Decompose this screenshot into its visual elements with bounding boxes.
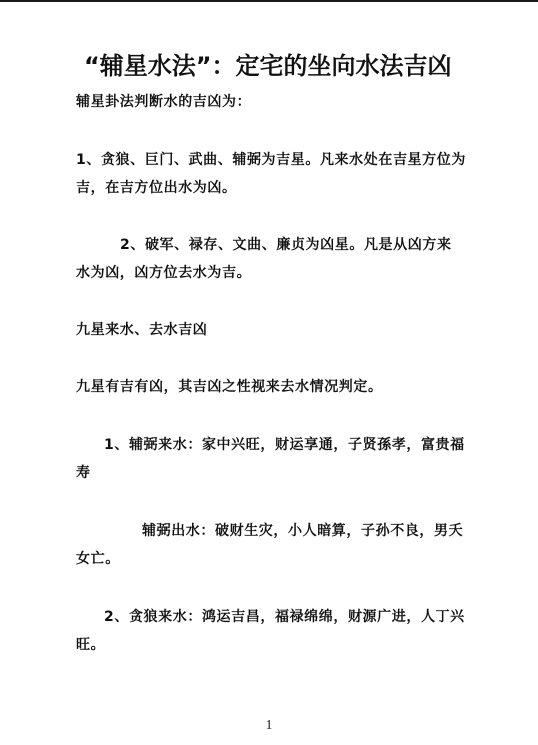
paragraph-section-heading: 九星来水、去水吉凶 — [76, 322, 208, 338]
page-number: 1 — [265, 718, 273, 733]
paragraph-auspicious-stars: 1、贪狼、巨门、武曲、辅弼为吉星。凡来水处在吉星方位为吉，在吉方位出水为凶。 — [76, 152, 466, 196]
document-title: “辅星水法”：定宅的坐向水法吉凶 — [84, 52, 452, 80]
paragraph-fubi-outgoing: 辅弼出水：破财生灾，小人暗算，子孙不良，男夭女亡。 — [76, 523, 464, 567]
paragraph-tanlang-incoming: 2、贪狼来水：鸿运吉昌，福禄绵绵，财源广进，人丁兴旺。 — [76, 609, 465, 653]
top-border-line — [0, 0, 538, 2]
paragraph-intro: 辅星卦法判断水的吉凶为： — [76, 94, 252, 110]
paragraph-nine-stars: 九星有吉有凶，其吉凶之性视来去水情况判定。 — [76, 379, 383, 395]
paragraph-fubi-incoming: 1、辅弼来水：家中兴旺，财运享通，子贤孫孝，富贵福寿 — [76, 437, 465, 481]
paragraph-inauspicious-stars: 2、破军、禄存、文曲、廉贞为凶星。凡是从凶方来水为凶，凶方位去水为吉。 — [76, 237, 452, 281]
